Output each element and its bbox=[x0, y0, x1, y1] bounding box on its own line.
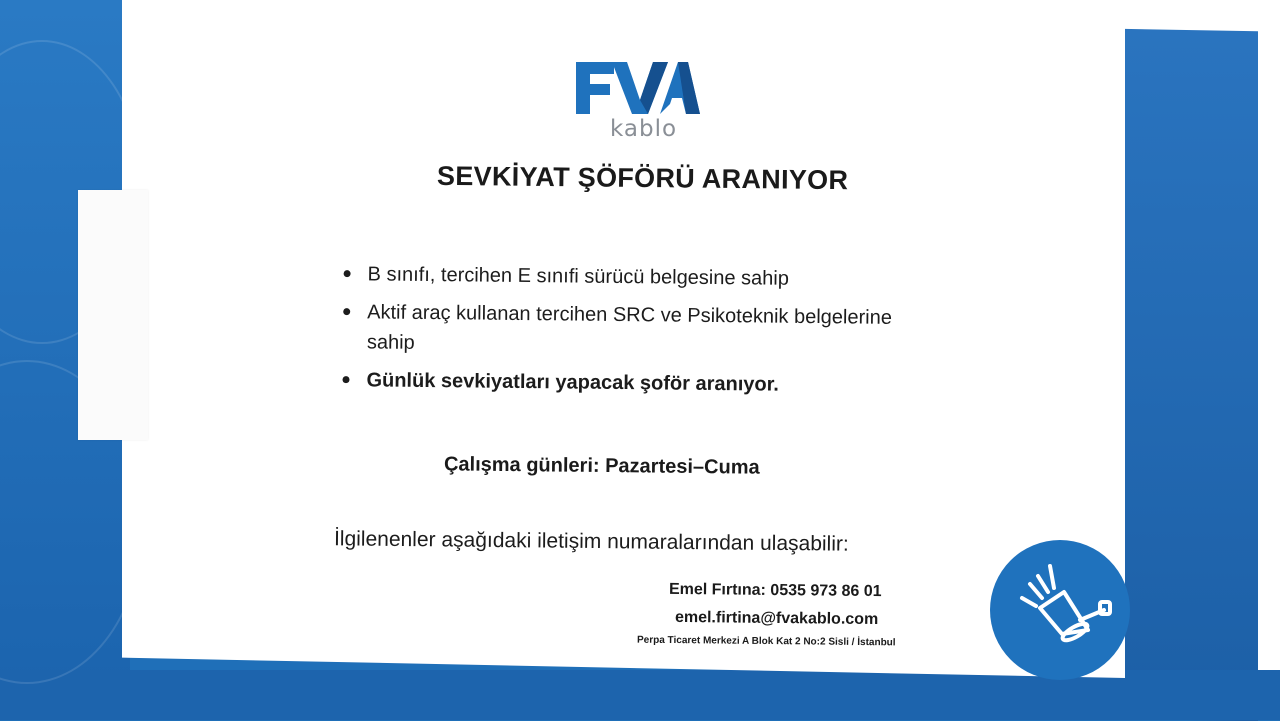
background-right-panel bbox=[1118, 29, 1258, 721]
list-item bbox=[339, 365, 899, 401]
background-bottom-strip bbox=[0, 670, 1280, 720]
paper-tape bbox=[78, 190, 148, 440]
megaphone-icon bbox=[1008, 554, 1118, 664]
bullet-icon bbox=[342, 376, 349, 383]
company-address: Perpa Ticaret Merkezi A Blok Kat 2 No:2 Sisli / İstanbul bbox=[636, 634, 896, 649]
requirement-text: Aktif araç kullanan tercihen SRC ve Psikoteknik belgelerine sahip bbox=[366, 301, 893, 354]
list-item bbox=[340, 297, 901, 363]
contact-name-phone: Emel Fırtına: 0535 973 86 01 bbox=[668, 580, 882, 601]
requirements-list bbox=[339, 259, 900, 409]
requirement-text: B sınıfı, tercihen E sınıfi sürücü belgesine sahip bbox=[367, 263, 790, 290]
company-logo bbox=[574, 60, 704, 150]
contact-intro: İlgilenenler aşağıdaki iletişim numaralarından ulaşabilir: bbox=[333, 527, 849, 556]
page-title: SEVKİYAT ŞÖFÖRÜ ARANIYOR bbox=[436, 160, 849, 196]
working-days: Çalışma günleri: Pazartesi–Cuma bbox=[443, 453, 760, 479]
contact-email: emel.firtina@fvakablo.com bbox=[674, 608, 879, 629]
requirement-text: Günlük sevkiyatları yapacak şoför aranıyor. bbox=[366, 369, 780, 396]
megaphone-badge bbox=[990, 540, 1130, 680]
bullet-icon bbox=[343, 308, 350, 315]
list-item bbox=[340, 259, 900, 295]
fva-logo-mark bbox=[574, 60, 700, 116]
logo-subtext: kablo bbox=[610, 116, 678, 142]
bullet-icon bbox=[344, 270, 351, 277]
